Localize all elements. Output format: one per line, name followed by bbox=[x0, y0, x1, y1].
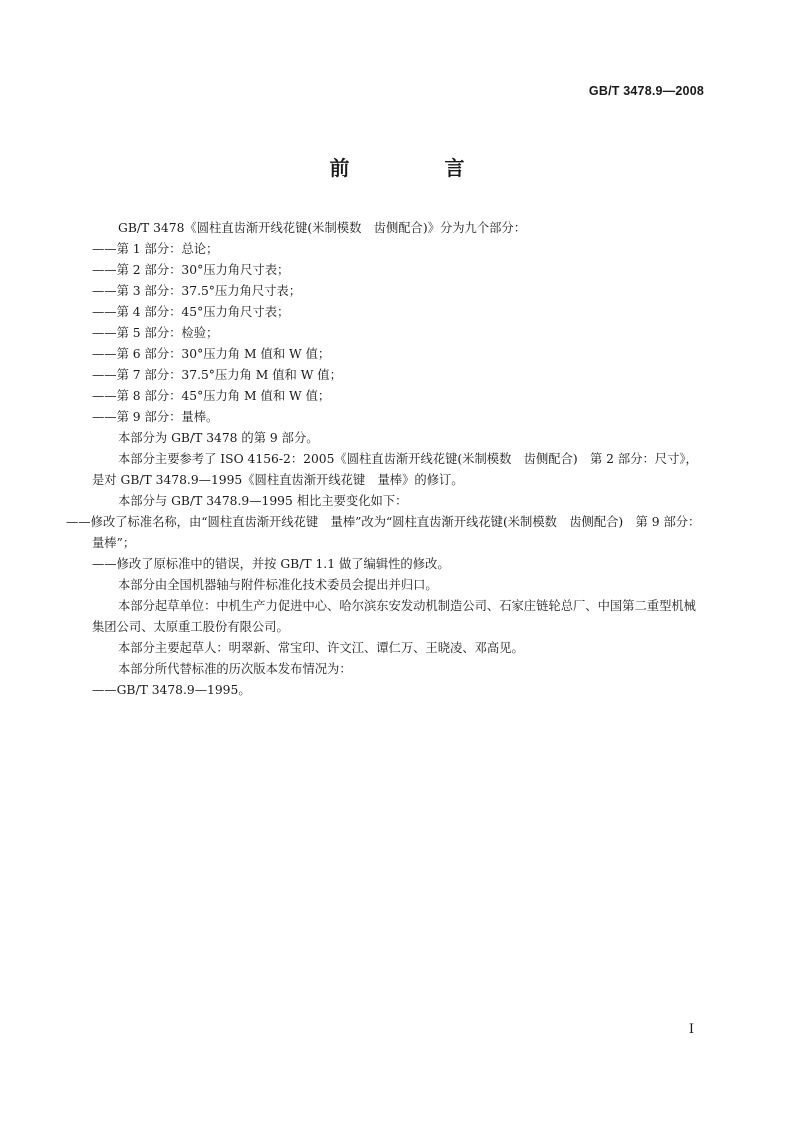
paragraph: GB/T 3478《圆柱直齿渐开线花键(米制模数 齿侧配合)》分为九个部分： bbox=[118, 221, 527, 235]
list-item: ——第 7 部分：37.5°压力角 M 值和 W 值； bbox=[92, 368, 342, 382]
list-item: ——修改了原标准中的错误，并按 GB/T 1.1 做了编辑性的修改。 bbox=[92, 557, 450, 571]
list-item: ——第 2 部分：30°压力角尺寸表； bbox=[92, 263, 290, 277]
paragraph: 本部分所代替标准的历次版本发布情况为： bbox=[118, 662, 352, 676]
list-item: ——第 6 部分：30°压力角 M 值和 W 值； bbox=[92, 347, 331, 361]
page-number: I bbox=[688, 1022, 694, 1037]
paragraph: 本部分起草单位：中机生产力促进中心、哈尔滨东安发动机制造公司、石家庄链轮总厂、中国第二重型机械集团公司、太原重工股份有限公司。 bbox=[92, 599, 696, 634]
standard-code: GB/T 3478.9—2008 bbox=[588, 84, 704, 98]
page-title: 前 言 bbox=[329, 156, 509, 180]
list-item: ——修改了标准名称，由“圆柱直齿渐开线花键 量棒”改为“圆柱直齿渐开线花键(米制模数 齿侧配合) 第 9 部分：量棒”； bbox=[66, 515, 701, 550]
paragraph: 本部分为 GB/T 3478 的第 9 部分。 bbox=[118, 431, 319, 445]
list-item: ——第 1 部分：总论； bbox=[92, 242, 219, 256]
list-item: ——第 8 部分：45°压力角 M 值和 W 值； bbox=[92, 389, 331, 403]
list-item: ——第 4 部分：45°压力角尺寸表； bbox=[92, 305, 290, 319]
list-item: ——第 3 部分：37.5°压力角尺寸表； bbox=[92, 284, 302, 298]
list-item: ——第 9 部分：量棒。 bbox=[92, 410, 219, 424]
list-item: ——GB/T 3478.9—1995。 bbox=[92, 683, 251, 697]
foreword-body bbox=[66, 218, 706, 701]
paragraph: 本部分主要起草人：明翠新、常宝印、许文江、谭仁万、王晓凌、邓高见。 bbox=[118, 641, 524, 655]
paragraph: 本部分主要参考了 ISO 4156-2：2005《圆柱直齿渐开线花键(米制模数 齿侧配合) 第 2 部分：尺寸》，是对 GB/T 3478.9—1995《圆柱直齿渐开线花键 量棒》的修订。 bbox=[92, 452, 698, 487]
paragraph: 本部分由全国机器轴与附件标准化技术委员会提出并归口。 bbox=[118, 578, 438, 592]
list-item: ——第 5 部分：检验； bbox=[92, 326, 219, 340]
paragraph: 本部分与 GB/T 3478.9—1995 相比主要变化如下： bbox=[118, 494, 408, 508]
